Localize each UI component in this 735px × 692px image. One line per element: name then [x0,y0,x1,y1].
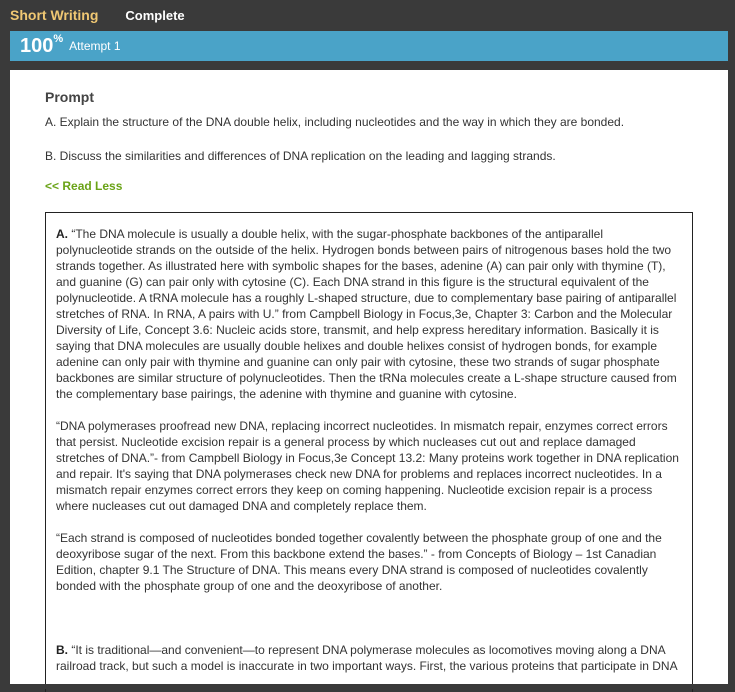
prompt-question-a: A. Explain the structure of the DNA double helix, including nucleotides and the way in which they are bonded. [45,115,625,129]
score-bar [10,31,728,61]
activity-title: Short Writing [10,7,99,23]
answer-paragraph: “Each strand is composed of nucleotides bonded together covalently between the phosphate group of one and the deoxyribose sugar of the next. From this backbone extend the bases.” - from Concepts of Biology – 1st Canadian Edition, chapter 9.1 The Structure of DNA. This means every DNA strand is composed of nucleotides covalently bonded with the phosphate group of one and the deoxyribose of another. [56,531,662,593]
bottom-bar [0,684,735,689]
answer-text: “The DNA molecule is usually a double helix, with the sugar-phosphate backbones of the antiparallel polynucleotide strands on the outside of the helix. Hydrogen bonds between pairs of nitrogenous bases hold the two strands together. As illustrated here with symbolic shapes for the bases, adenine (A) can pair only with thymine (T), and guanine (G) can pair only with cytosine (C). Each DNA strand in this figure is the structural equivalent of the polynucleotide. A tRNA molecule has a roughly L-shaped structure, due to complementary base pairing of antiparallel stretches of RNA. In RNA, A pairs with U.” from Campbell Biology in Focus,3e, Chapter 3: Carbon and the Molecular Diversity of Life, Concept 3.6: Nucleic acids store, transmit, and help express hereditary information. Basically it is saying that DNA molecules are usually double helixes and double helixes consist of hydrogen bonds, for example adenine can only pair with thymine and guanine can only pair with cytosine, these two strands of sugar phosphate backbones are similar structure of polynucleotides. Then the tRNa molecules create a L-shape structure caused from the complementary base pairings, the adenine with thymine and guanine with cytosine. [56,227,677,401]
prompt-heading: Prompt [45,89,94,105]
attempt-label: Attempt 1 [69,39,121,53]
score-value: 100% [20,32,64,57]
answer-paragraph [56,642,682,674]
part-label: B. [56,643,68,657]
answer-text: “It is traditional—and convenient—to represent DNA polymerase molecules as locomotives moving along a DNA railroad track, but such a model is inaccurate in two important ways. First, the various proteins that participate in DNA [56,643,678,673]
prompt-question-b: B. Discuss the similarities and differences of DNA replication on the leading and lagging strands. [45,149,556,163]
content-panel [10,70,728,689]
part-label: A. [56,227,68,241]
read-less-link[interactable]: << Read Less [45,179,123,193]
answer-paragraph [56,226,682,402]
completion-status: Complete [125,7,185,23]
answer-paragraph: “DNA polymerases proofread new DNA, replacing incorrect nucleotides. In mismatch repair, enzymes correct errors that persist. Nucleotide excision repair is a general process by which nucleases cut out and replace damaged stretches of DNA.”- from Campbell Biology in Focus,3e Concept 13.2: Many proteins work together in DNA replication and repair. It's saying that DNA polymerases check new DNA for problems and replaces incorrect nucleotides. In a mismatch repair enzymes correct errors they keep on coming happening. Nucleotide excision repair is a process where nucleases cut out damaged DNA and completely replace them. [56,419,679,513]
header-bar [0,0,735,30]
answer-box[interactable] [45,212,693,692]
